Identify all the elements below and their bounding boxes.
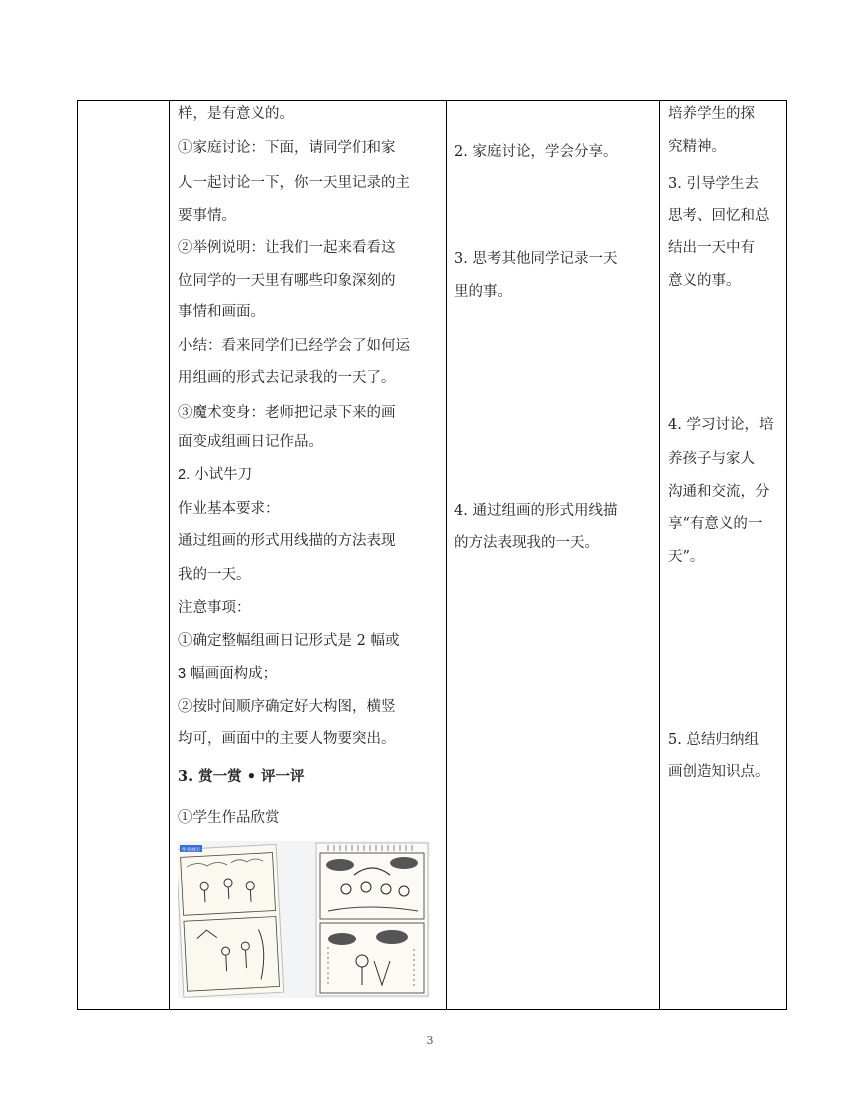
text-line: 画创造知识点。 <box>668 764 770 780</box>
text-line: 均可，画面中的主要人物要突出。 <box>178 731 396 747</box>
text-line: 3 幅画面构成； <box>178 666 278 682</box>
text-line: 沟通和交流，分 <box>668 484 770 500</box>
text-line: 小结：看来同学们已经学会了如何运 <box>178 338 410 354</box>
text-line: 要事情。 <box>178 208 236 224</box>
text-line: 事情和画面。 <box>178 304 265 320</box>
section-heading: 2. 小试牛刀 <box>178 467 253 483</box>
table-column-design-intent <box>660 101 787 1010</box>
text-line: ②按时间顺序确定好大构图，横竖 <box>178 699 396 715</box>
text-line: 结出一天中有 <box>668 240 755 256</box>
text-line: 4. 学习讨论，培 <box>668 417 774 433</box>
text-line: 面变成组画日记作品。 <box>178 434 323 450</box>
text-line: 里的事。 <box>454 284 512 300</box>
text-line: 3. 思考其他同学记录一天 <box>454 251 618 267</box>
text-line: 4. 通过组画的形式用线描 <box>454 503 618 519</box>
text-line: 注意事项： <box>178 600 251 616</box>
artwork-badge-label: 作业展示 <box>182 848 200 853</box>
text-line: 享“有意义的一 <box>668 516 763 532</box>
text-line: ③魔术变身：老师把记录下来的画 <box>178 405 396 421</box>
text-line: 意义的事。 <box>668 273 741 289</box>
text-line: 5. 总结归纳组 <box>668 732 759 748</box>
text-line: 天”。 <box>668 549 705 565</box>
text-line: 作业基本要求： <box>178 501 280 517</box>
text-line: 用组画的形式去记录我的一天了。 <box>178 370 396 386</box>
section-heading: 3. 赏一赏 • 评一评 <box>178 768 305 785</box>
text-line: ①家庭讨论：下面，请同学们和家 <box>178 140 396 156</box>
student-artwork-image <box>178 841 430 998</box>
text-line: 思考、回忆和总 <box>668 208 770 224</box>
table-column-student-activity <box>447 101 660 1010</box>
text-line: 2. 家庭讨论，学会分享。 <box>454 144 618 160</box>
text-line: 通过组画的形式用线描的方法表现 <box>178 533 396 549</box>
text-line: 3. 引导学生去 <box>668 176 759 192</box>
text-line: 究精神。 <box>668 139 726 155</box>
text-line: ①学生作品欣赏 <box>178 810 280 826</box>
text-line: 样，是有意义的。 <box>178 106 294 122</box>
lesson-plan-table <box>77 100 787 1010</box>
table-column-teaching-process <box>170 101 447 1010</box>
text-line: 我的一天。 <box>178 567 251 583</box>
text-line: 的方法表现我的一天。 <box>454 535 599 551</box>
page-number: 3 <box>426 1034 434 1047</box>
text-line: ①确定整幅组画日记形式是 2 幅或 <box>178 633 400 649</box>
table-column-empty <box>78 101 170 1010</box>
text-line: ②举例说明：让我们一起来看看这 <box>178 240 396 256</box>
text-line: 位同学的一天里有哪些印象深刻的 <box>178 273 396 289</box>
text-line: 人一起讨论一下，你一天里记录的主 <box>178 175 410 191</box>
text-line: 养孩子与家人 <box>668 451 755 467</box>
text-line: 培养学生的探 <box>668 106 755 122</box>
